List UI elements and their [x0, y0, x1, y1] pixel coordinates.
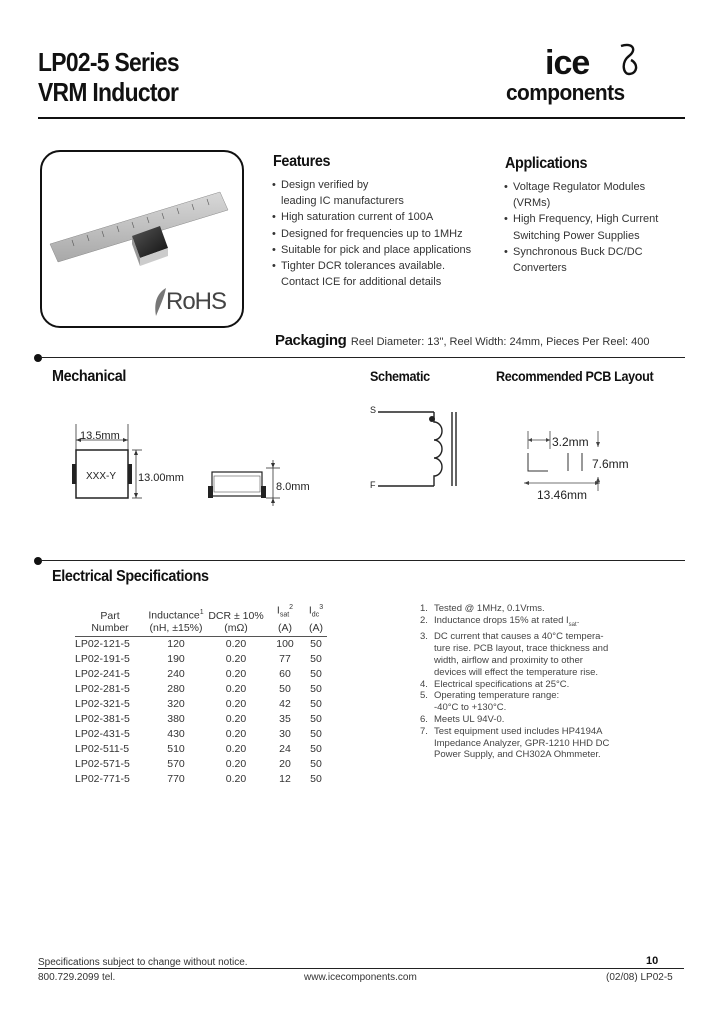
logo-word-components: components: [506, 80, 625, 105]
table-cell: 50: [310, 743, 322, 756]
list-item-continuation: Converters: [513, 262, 567, 275]
table-cell: LP02-381-5: [75, 713, 130, 726]
footer-website[interactable]: www.icecomponents.com: [304, 972, 417, 983]
table-cell: 510: [167, 743, 185, 756]
table-cell: 12: [279, 773, 291, 786]
table-cell: 430: [167, 728, 185, 741]
features-heading: Features: [273, 153, 331, 170]
note-item: 7. Test equipment used includes HP4194A: [420, 725, 603, 737]
table-cell: 50: [310, 758, 322, 771]
col-isat-line2: (A): [278, 622, 292, 635]
table-cell: 35: [279, 713, 291, 726]
table-cell: LP02-121-5: [75, 637, 130, 650]
table-cell: 770: [167, 773, 185, 786]
table-cell: 50: [310, 713, 322, 726]
list-item: • Tighter DCR tolerances available.: [272, 258, 471, 274]
note-text: Meets UL 94V-0.: [434, 714, 505, 726]
schematic-finish-label: F: [370, 480, 376, 490]
table-cell: 0.20: [225, 758, 247, 771]
table-cell: 0.20: [225, 698, 247, 711]
table-cell: 0.20: [225, 713, 247, 726]
table-cell: 50: [310, 652, 322, 665]
table-cell: 50: [310, 698, 322, 711]
table-row: [75, 772, 327, 787]
list-item: • Suitable for pick and place applications: [272, 242, 471, 258]
company-logo: [505, 40, 665, 110]
col-dcr-line1: DCR ± 10%: [208, 609, 264, 622]
pcb-layout-heading: Recommended PCB Layout: [496, 368, 654, 384]
packaging-text: Reel Diameter: 13", Reel Width: 24mm, Pieces Per Reel: 400: [350, 336, 650, 348]
col-idc-sub: dc: [311, 611, 320, 619]
col-inductance-line2: (nH, ±15%): [149, 622, 203, 635]
note-continuation: [420, 655, 620, 667]
table-cell: LP02-571-5: [75, 758, 130, 771]
spec-notes: [420, 603, 620, 761]
electrical-heading: Electrical Specifications: [52, 568, 209, 585]
table-row: [75, 696, 327, 711]
note-item: 4. Electrical specifications at 25°C.: [420, 678, 570, 690]
table-row: [75, 712, 327, 727]
table-cell: 50: [310, 667, 322, 680]
page-subtitle: VRM Inductor: [38, 77, 179, 107]
note-continuation: [420, 749, 620, 761]
note-text: Operating temperature range:: [434, 690, 560, 702]
note-text: Inductance drops 15% at rated I: [434, 614, 569, 626]
table-row: [75, 742, 327, 757]
note-item: 5. Operating temperature range:: [420, 690, 560, 702]
note-item: 2. Inductance drops 15% at rated $I_{sat}$.: [420, 614, 580, 628]
note-sub: sat: [568, 621, 577, 628]
note-text: width, airflow and proximity to other: [434, 655, 583, 667]
applications-heading: Applications: [505, 155, 588, 172]
list-item-continuation: leading IC manufacturers: [281, 195, 404, 208]
table-cell: 0.20: [225, 728, 247, 741]
packaging-label: Packaging: [275, 332, 347, 349]
schematic-heading: Schematic: [370, 368, 430, 384]
table-row: [75, 757, 327, 772]
logo-swirl-icon: [613, 40, 645, 80]
table-cell: 100: [276, 637, 294, 650]
spec-table: [75, 602, 327, 787]
pcb-dim-pad-length: 7.6mm: [592, 457, 629, 471]
note-text: Electrical specifications at 25°C.: [434, 678, 570, 690]
list-item-continuation: Contact ICE for additional details: [281, 276, 442, 289]
pcb-dim-overall: 13.46mm: [537, 488, 588, 502]
dim-width: 13.5mm: [80, 430, 120, 442]
spec-table-body: [75, 636, 327, 787]
note-item: 6. Meets UL 94V-0.: [420, 714, 505, 726]
col-part-line1: Part: [100, 609, 120, 622]
col-inductance-note: 1: [199, 609, 204, 617]
note-text: ture rise. PCB layout, trace thickness and: [434, 643, 609, 655]
col-idc-note: 3: [319, 604, 324, 611]
table-cell: 60: [279, 667, 291, 680]
table-row: [75, 666, 327, 681]
table-cell: 0.20: [225, 652, 247, 665]
features-list: [272, 177, 471, 290]
col-isat-sub: sat: [279, 611, 290, 619]
table-cell: 20: [279, 758, 291, 771]
note-continuation: [420, 667, 620, 679]
table-cell: 24: [279, 743, 291, 756]
list-item-continuation: Switching Power Supplies: [513, 229, 640, 242]
list-item: • Design verified by: [272, 177, 471, 193]
list-item-continuation: (VRMs): [513, 197, 551, 210]
note-continuation: [420, 738, 620, 750]
list-item: • Designed for frequencies up to 1MHz: [272, 226, 471, 242]
table-cell: 190: [167, 652, 185, 665]
table-cell: 50: [310, 728, 322, 741]
list-item: • Voltage Regulator Modules: [504, 179, 658, 195]
schematic-drawing: [364, 404, 474, 494]
schematic-start-label: S: [370, 405, 377, 415]
col-part: [75, 602, 145, 636]
table-cell: 0.20: [225, 743, 247, 756]
table-cell: 0.20: [225, 773, 247, 786]
list-item: • High Frequency, High Current: [504, 211, 658, 227]
page-title: LP02-5 Series: [38, 47, 179, 77]
note-text: Impedance Analyzer, GPR-1210 HHD DC: [434, 737, 610, 749]
table-cell: LP02-431-5: [75, 728, 130, 741]
table-cell: 0.20: [225, 637, 247, 650]
col-isat-line1: I: [276, 604, 280, 617]
section-rule: [40, 357, 685, 358]
table-cell: 240: [167, 667, 185, 680]
packaging-line: [275, 332, 649, 350]
table-cell: LP02-511-5: [75, 743, 130, 756]
table-cell: 50: [279, 682, 291, 695]
table-cell: 570: [167, 758, 185, 771]
col-dcr: [207, 602, 265, 636]
table-cell: 50: [310, 682, 322, 695]
table-cell: LP02-321-5: [75, 698, 130, 711]
table-cell: LP02-281-5: [75, 682, 130, 695]
col-inductance: [145, 602, 207, 636]
table-cell: 120: [167, 637, 185, 650]
table-cell: 42: [279, 698, 291, 711]
section-dot: [34, 354, 42, 362]
table-cell: 77: [279, 652, 291, 665]
table-cell: 30: [279, 728, 291, 741]
footer-page-number: 10: [646, 955, 659, 967]
table-row: [75, 651, 327, 666]
section-dot: [34, 557, 42, 565]
footer-rule: [38, 968, 684, 969]
note-item: 1. Tested @ 1MHz, 0.1Vrms.: [420, 603, 545, 614]
col-part-line2: Number: [91, 622, 129, 635]
table-cell: 0.20: [225, 667, 247, 680]
part-marking: XXX-Y: [86, 471, 117, 482]
table-cell: 380: [167, 713, 185, 726]
table-cell: LP02-191-5: [75, 652, 130, 665]
note-text: devices will effect the temperature rise.: [434, 666, 599, 678]
mechanical-heading: Mechanical: [52, 368, 127, 385]
list-item: • High saturation current of 100A: [272, 209, 471, 225]
table-row: [75, 636, 327, 651]
dim-height: 8.0mm: [276, 481, 310, 493]
footer-revision: (02/08) LP02-5: [606, 972, 673, 983]
note-item: 3. DC current that causes a 40°C tempera-: [420, 631, 604, 643]
note-text: -40°C to +130°C.: [434, 702, 507, 714]
table-cell: LP02-771-5: [75, 773, 130, 786]
rohs-label: RoHS: [166, 288, 227, 315]
table-cell: 50: [310, 637, 322, 650]
table-cell: 0.20: [225, 682, 247, 695]
col-idc: [305, 602, 327, 636]
col-isat: [265, 602, 305, 636]
col-isat-note: 2: [289, 604, 294, 611]
table-row: [75, 727, 327, 742]
table-cell: LP02-241-5: [75, 667, 130, 680]
dim-length: 13.00mm: [138, 472, 184, 484]
table-header-row: [75, 602, 327, 636]
footer-disclaimer: Specifications subject to change without notice.: [38, 957, 248, 968]
section-rule: [40, 560, 685, 561]
list-item: • Synchronous Buck DC/DC: [504, 244, 658, 260]
logo-word-ice: ice: [545, 44, 590, 82]
footer-phone: 800.729.2099 tel.: [38, 972, 116, 983]
product-photo-frame: [40, 150, 244, 328]
col-idc-line2: (A): [309, 622, 323, 635]
table-cell: 50: [310, 773, 322, 786]
applications-list: [504, 179, 658, 276]
note-continuation: [420, 702, 620, 714]
pcb-dim-gap: 3.2mm: [552, 435, 589, 449]
col-dcr-line2: (mΩ): [224, 622, 248, 635]
header-rule: [38, 117, 685, 119]
table-cell: 320: [167, 698, 185, 711]
col-inductance-line1: Inductance: [148, 609, 200, 622]
table-cell: 280: [167, 682, 185, 695]
note-text: DC current that causes a 40°C tempera-: [434, 631, 604, 643]
col-idc-line1: I: [308, 604, 312, 617]
table-row: [75, 681, 327, 696]
note-text: Power Supply, and CH302A Ohmmeter.: [434, 749, 601, 761]
note-text: Tested @ 1MHz, 0.1Vrms.: [434, 603, 545, 614]
note-continuation: [420, 643, 620, 655]
note-text: Test equipment used includes HP4194A: [434, 725, 603, 737]
